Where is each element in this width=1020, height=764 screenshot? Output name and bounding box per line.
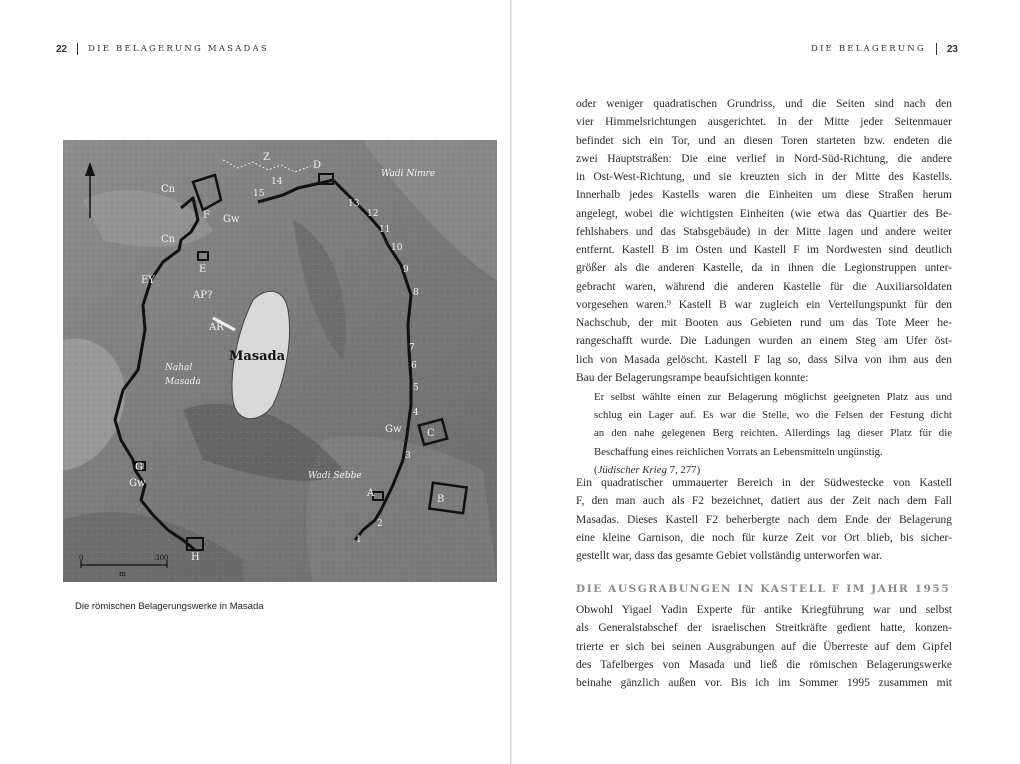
text-line: Bau der Belagerungsrampe beaufsichtigen konnte: [576, 371, 809, 384]
map-figure [63, 140, 497, 582]
text-line: vier Himmelsrichtungen ausgerichtet. In der Mitte jeder Seitenmauer [576, 116, 952, 129]
label-ap: AP? [193, 290, 213, 301]
text-line: rangeschafft wurde. Die Ladungen wurden an einem Steg am Ufer öst- [576, 335, 952, 348]
running-head-left [56, 43, 269, 55]
label-nahal-masada: Masada [165, 377, 201, 387]
label-cn-1: Cn [161, 184, 176, 195]
label-tower-12: 12 [367, 209, 379, 219]
label-c: C [427, 428, 435, 439]
quote-source-title: Jüdischer Krieg [597, 463, 667, 476]
text-line: F, den man auch als F2 bezeichnet, datiert aus der Zeit nach dem Fall [576, 495, 952, 508]
label-tower-13: 13 [348, 199, 360, 209]
label-tower-15: 15 [253, 189, 265, 199]
label-tower-8: 8 [413, 288, 419, 298]
label-h: H [191, 552, 200, 563]
label-cn-2: Cn [161, 234, 176, 245]
text-line: angelegt, wobei die wichtigsten Einheiten (wie etwa das Quartier des Be- [576, 207, 952, 220]
label-nahal: Nahal [165, 363, 193, 373]
text-line: gebracht waren, während die anderen Kastelle für die Auxiliarsoldaten [576, 280, 952, 293]
label-g: G [135, 462, 143, 473]
label-tower-1: 1 [356, 535, 362, 545]
paragraph-1 [576, 95, 952, 387]
quote-line: Er selbst wählte einen zur Belagerung möglichst geeigneten Platz aus und [594, 391, 952, 403]
text-line: lich von Masada gelöscht. Kastell F lag so, dass Silva von ihm aus den [576, 353, 952, 366]
label-e: E [199, 264, 207, 275]
label-tower-3: 3 [405, 451, 411, 461]
text-line: eine kleine Garnison, die noch für kurze Zeit vor Ort blieb, bis sicher- [576, 531, 952, 544]
quote-source-open: ( [594, 463, 598, 476]
right-page [512, 0, 1020, 764]
label-tower-6: 6 [411, 361, 417, 371]
label-tower-4: 4 [413, 408, 419, 418]
text-line: in Ost-West-Richtung, und sie kreuzten sich in der Mitte des Kastells. [576, 171, 952, 183]
quote-line: schlug ein Lager auf. Es war die Stelle, wo die Felsen der Festung dicht [594, 409, 952, 422]
scale-end: 300 [155, 554, 169, 562]
text-line: oder weniger quadratischen Grundriss, und die Seiten sind nach den [576, 98, 952, 110]
label-tower-5: 5 [413, 383, 419, 393]
label-tower-10: 10 [391, 243, 403, 253]
label-d: D [313, 160, 322, 171]
label-tower-14: 14 [271, 177, 283, 187]
running-head-right [811, 43, 958, 55]
text-line: Nachschub, der mit Booten aus Gebieten rund um das Tote Meer he- [576, 317, 952, 329]
page-number-right: 23 [946, 43, 958, 55]
scale-unit: m [119, 570, 126, 578]
label-tower-2: 2 [377, 519, 383, 529]
text-line: Masadas. Dieses Kastell F2 beherbergte nach dem Ende der Belagerung [576, 513, 952, 526]
label-b: B [437, 494, 445, 505]
text-line: Innerhalb jedes Kastells waren die Einheiten um diese Straßen herum [576, 189, 952, 202]
page-number-left: 22 [56, 43, 68, 55]
text-line: befindet sich ein Tor, und an diesen Toren starteten bzw. endeten die [576, 134, 952, 147]
text-line: vorgesehen waren.⁹ Kastell B war zugleich ein Verteilungspunkt für den [576, 298, 952, 311]
label-ar: AR [209, 322, 224, 333]
text-line: größer als die anderen Kastelle, da in ihnen die Legionstruppen unter- [576, 262, 952, 275]
paragraph-3 [576, 601, 952, 692]
label-tower-9: 9 [403, 265, 409, 275]
figure-caption: Die römischen Belagerungswerke in Masada [75, 601, 264, 612]
label-wadi-sebbe: Wadi Sebbe [308, 471, 362, 481]
text-line: Obwohl Yigael Yadin Experte für antike Kriegführung war und selbst [576, 604, 952, 616]
label-gw-3: Gw [385, 424, 402, 435]
quote-line: Beschaffung eines reichlichen Vorrats an Lebensmitteln ungünstig. [594, 445, 883, 458]
running-title-left: DIE BELAGERUNG MASADAS [88, 44, 269, 54]
label-z: Z [263, 152, 270, 163]
label-masada: Masada [229, 349, 286, 364]
label-a: A [367, 488, 375, 499]
label-gw-1: Gw [223, 214, 240, 225]
text-line: zwei Hauptstraßen: Die eine verlief in Nord-Süd-Richtung, die andere [576, 152, 952, 165]
running-title-right: DIE BELAGERUNG [810, 44, 926, 54]
label-gw-2: Gw [129, 478, 146, 489]
header-divider [936, 43, 937, 55]
text-line: entfernt. Kastell B im Osten und Kastell F im Nordwesten sind deutlich [576, 244, 952, 256]
paragraph-2 [576, 474, 952, 565]
block-quote [594, 388, 952, 479]
text-line: trierte er sich bei seinen Ausgrabungen auf die Überreste auf dem Gipfel [576, 640, 952, 653]
scale-start: 0 [79, 554, 84, 562]
label-tower-11: 11 [379, 225, 391, 235]
quote-source-ref: 7, 277) [666, 463, 701, 476]
label-ey: EY [141, 275, 155, 286]
label-tower-7: 7 [409, 343, 415, 353]
quote-line: an den nahe gelegenen Berg reichten. Allerdings lag dieser Platz für die [594, 427, 952, 440]
text-line: als Generalstabschef der israelischen Streitkräfte gedient hatte, konzen- [576, 622, 952, 635]
text-line: gestellt war, dass das gesamte Gebiet vollständig unterworfen war. [576, 550, 883, 562]
text-line: Ein quadratischer ummauerter Bereich in der Südwestecke von Kastell [576, 477, 952, 489]
label-f: F [203, 210, 210, 221]
masada-siege-map [63, 140, 497, 582]
text-line: des Tafelberges von Masada und ließ die römischen Belagerungswerke [576, 658, 952, 671]
section-heading: DIE AUSGRABUNGEN IN KASTELL F IM JAHR 1955 [576, 583, 951, 595]
text-line: beinahe gänzlich außen vor. Bis ich im Sommer 1995 zusammen mit [576, 677, 952, 689]
label-wadi-nimre: Wadi Nimre [381, 169, 436, 179]
text-line: fehlshabers und das Stabsgebäude) in der Mitte lagen und andere weiter [576, 225, 952, 238]
header-divider [77, 43, 78, 55]
